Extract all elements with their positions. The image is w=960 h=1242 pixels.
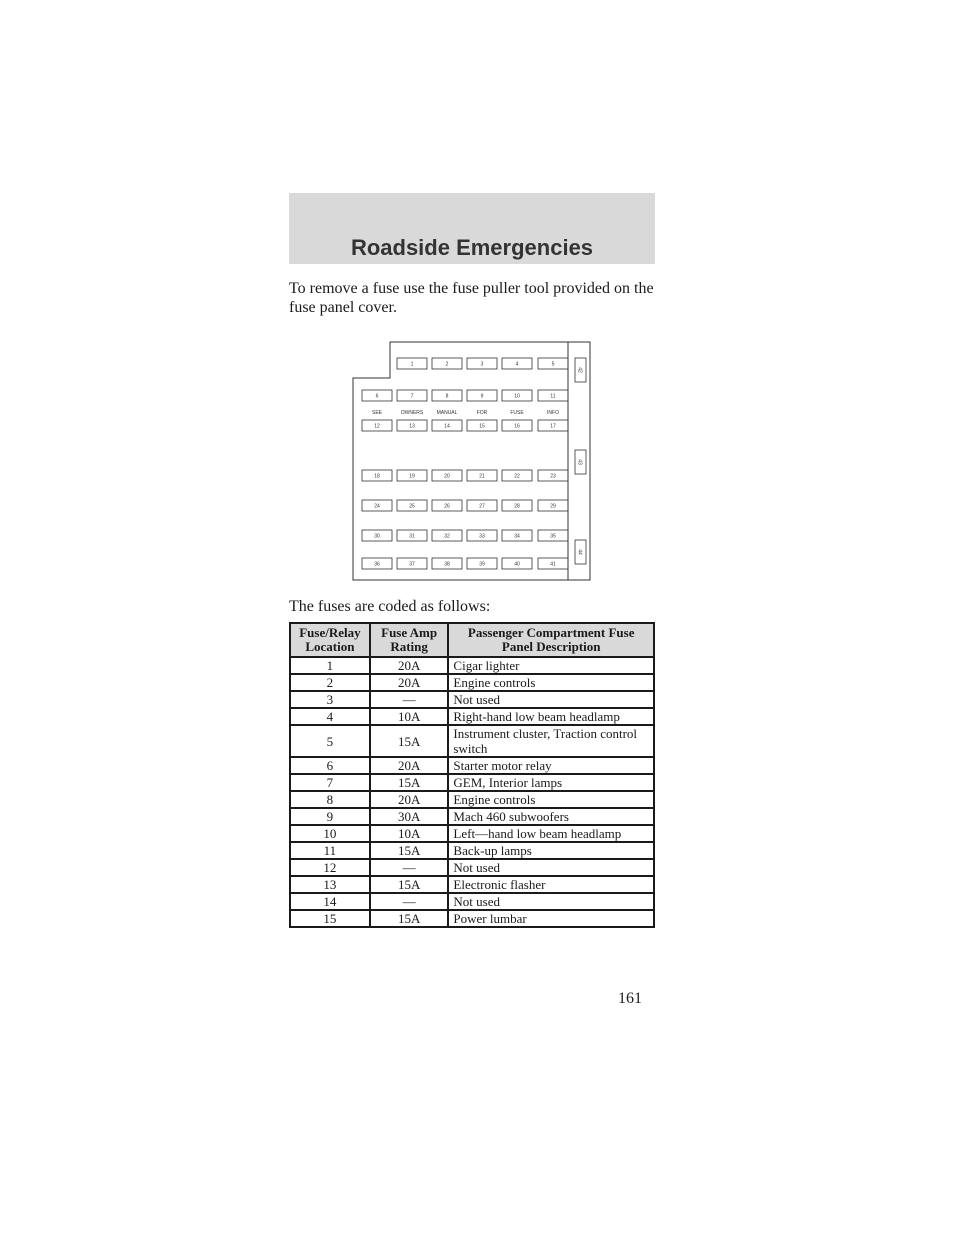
fuse-number: 8 <box>445 393 449 400</box>
fuse-number: 11 <box>550 393 556 400</box>
fuse-slot <box>362 530 392 541</box>
panel-word: FUSE <box>510 410 524 416</box>
fuse-number: 23 <box>550 473 556 480</box>
cell-description: Starter motor relay <box>448 757 654 774</box>
fuse-number: 32 <box>444 533 450 540</box>
cell-location: 8 <box>290 791 370 808</box>
cell-location: 13 <box>290 876 370 893</box>
fuse-slot <box>432 420 462 431</box>
fuse-slot <box>538 500 568 511</box>
cell-location: 12 <box>290 859 370 876</box>
intro-paragraph: To remove a fuse use the fuse puller tool provided on the fuse panel cover. <box>289 280 654 316</box>
fuse-slot <box>538 390 568 401</box>
table-row <box>290 657 654 674</box>
cell-amp-rating: 20A <box>370 657 449 674</box>
fuse-slot <box>362 500 392 511</box>
header-location: Fuse/Relay Location <box>290 623 370 657</box>
cell-amp-rating: — <box>370 859 449 876</box>
table-row <box>290 808 654 825</box>
fuse-slot <box>538 470 568 481</box>
table-row <box>290 691 654 708</box>
fuse-slot <box>538 530 568 541</box>
fuse-number: 27 <box>479 503 485 510</box>
cell-description: GEM, Interior lamps <box>448 774 654 791</box>
relay-slot <box>575 450 586 474</box>
table-row <box>290 674 654 691</box>
fuse-slot <box>538 358 568 369</box>
table-row <box>290 757 654 774</box>
cell-amp-rating: 15A <box>370 842 449 859</box>
cell-location: 1 <box>290 657 370 674</box>
fuse-slot <box>432 358 462 369</box>
fuse-slot <box>502 530 532 541</box>
fuse-slot <box>432 470 462 481</box>
fuse-number: 38 <box>444 561 450 568</box>
fuse-number: 3 <box>480 361 484 368</box>
table-row <box>290 876 654 893</box>
fuse-number: 10 <box>514 393 520 400</box>
fuse-number: 29 <box>550 503 556 510</box>
panel-word: SEE <box>371 410 383 416</box>
fuse-slot <box>467 470 497 481</box>
cell-amp-rating: 20A <box>370 757 449 774</box>
cell-amp-rating: 15A <box>370 725 449 757</box>
fuse-slot <box>362 420 392 431</box>
cell-amp-rating: — <box>370 691 449 708</box>
relay-number: 44 <box>576 549 583 555</box>
cell-location: 4 <box>290 708 370 725</box>
fuse-number: 7 <box>410 393 414 400</box>
cell-description: Right-hand low beam headlamp <box>448 708 654 725</box>
fuse-slot <box>538 420 568 431</box>
fuse-number: 36 <box>374 561 380 568</box>
fuse-slot <box>432 500 462 511</box>
fuse-slot <box>467 500 497 511</box>
fuse-slot <box>467 390 497 401</box>
table-row <box>290 910 654 927</box>
cell-amp-rating: 10A <box>370 825 449 842</box>
relay-slot <box>575 540 586 564</box>
fuse-number: 9 <box>480 393 484 400</box>
fuse-number: 17 <box>550 423 556 430</box>
fuse-slot <box>467 420 497 431</box>
fuse-table <box>289 622 655 928</box>
cell-location: 14 <box>290 893 370 910</box>
fuse-number: 16 <box>514 423 520 430</box>
fuse-slot <box>362 470 392 481</box>
fuse-slot <box>502 390 532 401</box>
cell-amp-rating: 15A <box>370 774 449 791</box>
cell-description: Mach 460 subwoofers <box>448 808 654 825</box>
fuse-slot <box>502 558 532 569</box>
fuse-slot <box>397 390 427 401</box>
fuse-number: 37 <box>409 561 415 568</box>
fuse-number: 2 <box>445 361 449 368</box>
cell-location: 10 <box>290 825 370 842</box>
cell-amp-rating: — <box>370 893 449 910</box>
fuse-slot <box>467 558 497 569</box>
cell-location: 6 <box>290 757 370 774</box>
cell-location: 9 <box>290 808 370 825</box>
header-amp-rating: Fuse Amp Rating <box>370 623 449 657</box>
fuse-number: 15 <box>479 423 485 430</box>
cell-description: Instrument cluster, Traction control switch <box>448 725 654 757</box>
cell-location: 15 <box>290 910 370 927</box>
cell-description: Back-up lamps <box>448 842 654 859</box>
fuse-slot <box>432 530 462 541</box>
fuse-slot <box>502 420 532 431</box>
fuse-number: 41 <box>550 561 556 568</box>
fuse-number: 39 <box>479 561 485 568</box>
cell-location: 2 <box>290 674 370 691</box>
cell-description: Not used <box>448 893 654 910</box>
fuse-number: 14 <box>444 423 450 430</box>
table-row <box>290 791 654 808</box>
fuse-slot <box>432 390 462 401</box>
cell-location: 3 <box>290 691 370 708</box>
fuse-number: 5 <box>551 361 555 368</box>
table-row <box>290 725 654 757</box>
cell-amp-rating: 20A <box>370 791 449 808</box>
cell-location: 11 <box>290 842 370 859</box>
fuse-number: 33 <box>479 533 485 540</box>
panel-word: INFO <box>547 410 559 416</box>
fuse-slot <box>362 390 392 401</box>
table-row <box>290 708 654 725</box>
fuse-slot <box>397 530 427 541</box>
cell-amp-rating: 15A <box>370 910 449 927</box>
cell-description: Cigar lighter <box>448 657 654 674</box>
fuse-number: 18 <box>374 473 380 480</box>
fuse-slot <box>362 558 392 569</box>
cell-location: 5 <box>290 725 370 757</box>
fuse-number: 24 <box>374 503 380 510</box>
cell-description: Power lumbar <box>448 910 654 927</box>
fuse-number: 1 <box>410 361 414 368</box>
fuse-slot <box>397 420 427 431</box>
panel-word: FOR <box>476 410 488 416</box>
fuse-number: 19 <box>409 473 415 480</box>
table-row <box>290 842 654 859</box>
fuse-number: 40 <box>514 561 520 568</box>
fuse-number: 25 <box>409 503 415 510</box>
relay-number: 42 <box>576 367 583 373</box>
cell-description: Left—hand low beam headlamp <box>448 825 654 842</box>
cell-amp-rating: 15A <box>370 876 449 893</box>
table-row <box>290 859 654 876</box>
fuse-number: 35 <box>550 533 556 540</box>
fuse-slot <box>397 500 427 511</box>
fuse-number: 22 <box>514 473 520 480</box>
fuse-panel-svg <box>350 340 596 582</box>
fuse-slot <box>538 558 568 569</box>
fuse-slot <box>467 358 497 369</box>
panel-outline <box>353 342 590 580</box>
section-title: Roadside Emergencies <box>350 235 594 260</box>
fuse-slot <box>502 358 532 369</box>
fuse-number: 21 <box>479 473 485 480</box>
cell-amp-rating: 10A <box>370 708 449 725</box>
coded-intro: The fuses are coded as follows: <box>289 598 491 615</box>
header-description: Passenger Compartment Fuse Panel Description <box>448 623 654 657</box>
cell-description: Electronic flasher <box>448 876 654 893</box>
table-row <box>290 774 654 791</box>
fuse-number: 6 <box>375 393 379 400</box>
cell-description: Not used <box>448 691 654 708</box>
fuse-number: 13 <box>409 423 415 430</box>
fuse-number: 34 <box>514 533 520 540</box>
fuse-slot <box>397 470 427 481</box>
fuse-number: 20 <box>444 473 450 480</box>
fuse-number: 31 <box>409 533 415 540</box>
section-header <box>289 193 655 264</box>
cell-amp-rating: 20A <box>370 674 449 691</box>
fuse-slot <box>502 470 532 481</box>
cell-description: Engine controls <box>448 791 654 808</box>
fuse-number: 4 <box>515 361 519 368</box>
page-number: 161 <box>618 990 642 1007</box>
table-row <box>290 893 654 910</box>
fuse-slot <box>432 558 462 569</box>
fuse-slot <box>397 558 427 569</box>
relay-number: 43 <box>576 459 583 465</box>
panel-word: OWNERS <box>400 410 424 416</box>
cell-amp-rating: 30A <box>370 808 449 825</box>
fuse-panel-diagram <box>350 340 596 582</box>
fuse-number: 12 <box>374 423 380 430</box>
relay-slot <box>575 358 586 382</box>
cell-description: Engine controls <box>448 674 654 691</box>
table-row <box>290 825 654 842</box>
fuse-slot <box>397 358 427 369</box>
fuse-number: 30 <box>374 533 380 540</box>
fuse-slot <box>467 530 497 541</box>
panel-word: MANUAL <box>436 410 458 416</box>
cell-description: Not used <box>448 859 654 876</box>
fuse-number: 26 <box>444 503 450 510</box>
fuse-slot <box>502 500 532 511</box>
fuse-number: 28 <box>514 503 520 510</box>
cell-location: 7 <box>290 774 370 791</box>
table-header-row <box>290 623 654 657</box>
